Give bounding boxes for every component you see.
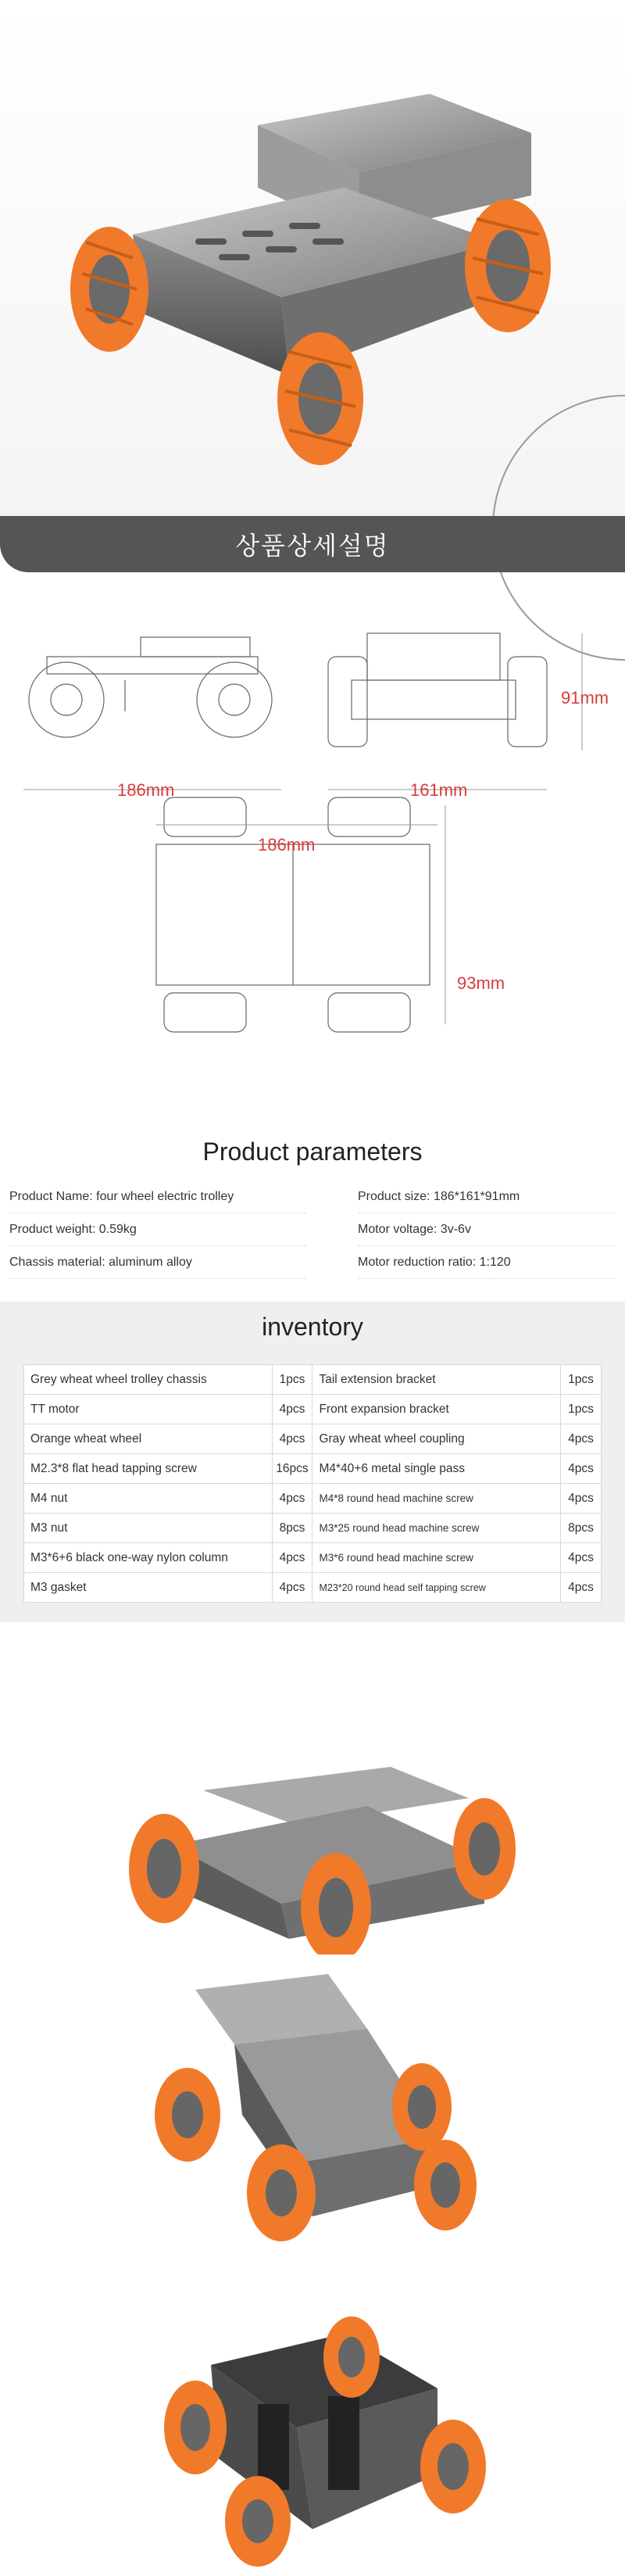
inventory-qty: 4pcs — [561, 1454, 602, 1484]
table-row — [24, 1454, 602, 1484]
top-width-label: 186mm — [258, 835, 316, 854]
inventory-item: M2.3*8 flat head tapping screw — [24, 1454, 273, 1484]
params-grid — [9, 1181, 616, 1279]
product-photo-3 — [0, 2271, 625, 2568]
inventory-qty: 8pcs — [272, 1514, 312, 1543]
inventory-qty: 4pcs — [561, 1543, 602, 1573]
param-product-name: Product Name: four wheel electric trolley — [9, 1181, 306, 1213]
inventory-item: Tail extension bracket — [312, 1365, 561, 1395]
param-chassis-material: Chassis material: aluminum alloy — [9, 1246, 306, 1279]
top-height-label: 93mm — [457, 973, 505, 993]
inventory-item: M3*25 round head machine screw — [312, 1514, 561, 1543]
inventory-qty: 4pcs — [272, 1484, 312, 1514]
param-product-weight: Product weight: 0.59kg — [9, 1213, 306, 1246]
detail-banner — [0, 516, 625, 572]
inventory-item: Grey wheat wheel trolley chassis — [24, 1365, 273, 1395]
dimension-drawings — [0, 602, 625, 1071]
inventory-item: M3 nut — [24, 1514, 273, 1543]
table-row — [24, 1424, 602, 1454]
product-photo-2 — [0, 1958, 625, 2255]
inventory-qty: 4pcs — [272, 1543, 312, 1573]
inventory-item: M23*20 round head self tapping screw — [312, 1573, 561, 1603]
inventory-qty: 4pcs — [272, 1573, 312, 1603]
front-width-label: 161mm — [410, 780, 468, 800]
inventory-item: Orange wheat wheel — [24, 1424, 273, 1454]
params-row — [9, 1246, 616, 1279]
inventory-item: TT motor — [24, 1395, 273, 1424]
inventory-qty: 4pcs — [272, 1395, 312, 1424]
inventory-item: M3 gasket — [24, 1573, 273, 1603]
params-row — [9, 1181, 616, 1213]
inventory-item: M4*8 round head machine screw — [312, 1484, 561, 1514]
table-row — [24, 1514, 602, 1543]
inventory-qty: 8pcs — [561, 1514, 602, 1543]
inventory-qty: 1pcs — [561, 1395, 602, 1424]
hero-car-image — [62, 31, 562, 469]
inventory-qty: 1pcs — [272, 1365, 312, 1395]
inventory-item: Front expansion bracket — [312, 1395, 561, 1424]
hero-section — [0, 0, 625, 516]
banner-title: 상품상세설명 — [235, 531, 390, 561]
param-motor-voltage: Motor voltage: 3v-6v — [358, 1213, 616, 1246]
inventory-item: M4 nut — [24, 1484, 273, 1514]
inventory-qty: 4pcs — [561, 1484, 602, 1514]
inventory-item: Gray wheat wheel coupling — [312, 1424, 561, 1454]
inventory-qty: 4pcs — [561, 1573, 602, 1603]
param-reduction-ratio: Motor reduction ratio: 1:120 — [358, 1246, 616, 1279]
inventory-qty: 4pcs — [561, 1424, 602, 1454]
inventory-table — [23, 1364, 602, 1603]
inventory-item: M3*6+6 black one-way nylon column — [24, 1543, 273, 1573]
inventory-section — [0, 1302, 625, 1622]
table-row — [24, 1573, 602, 1603]
product-photo-1 — [0, 1657, 625, 1954]
inventory-item: M4*40+6 metal single pass — [312, 1454, 561, 1484]
table-row — [24, 1365, 602, 1395]
inventory-qty: 16pcs — [272, 1454, 312, 1484]
side-width-label: 186mm — [117, 780, 175, 800]
table-row — [24, 1484, 602, 1514]
params-row — [9, 1213, 616, 1246]
param-product-size: Product size: 186*161*91mm — [358, 1181, 616, 1213]
params-title: Product parameters — [202, 1138, 423, 1166]
inventory-qty: 4pcs — [272, 1424, 312, 1454]
front-height-label: 91mm — [561, 688, 609, 708]
inventory-item: M3*6 round head machine screw — [312, 1543, 561, 1573]
table-row — [24, 1543, 602, 1573]
table-row — [24, 1395, 602, 1424]
inventory-title: inventory — [262, 1313, 363, 1341]
inventory-qty: 1pcs — [561, 1365, 602, 1395]
